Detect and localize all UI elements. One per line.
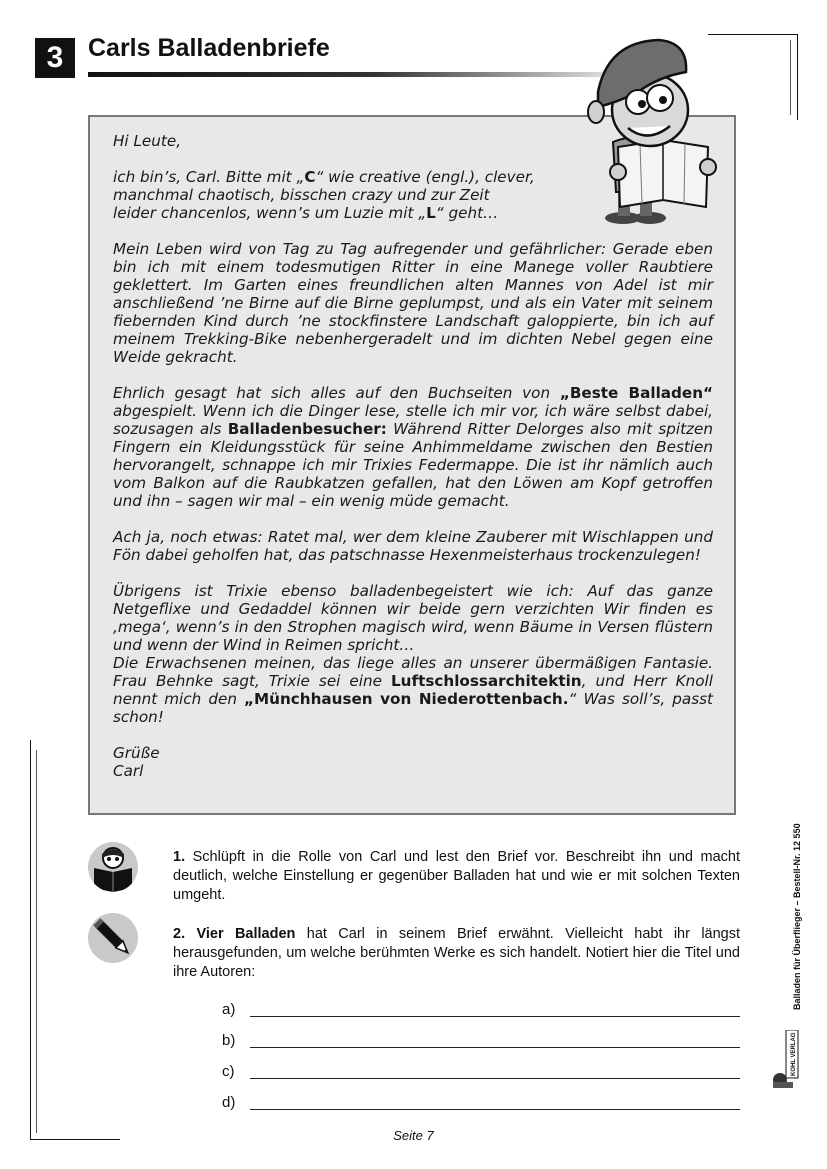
answer-label-a: a) <box>222 1001 236 1018</box>
frame-line-left-inner <box>36 750 37 1133</box>
letter-text <box>113 132 713 780</box>
answer-line-a[interactable] <box>250 1016 740 1017</box>
letter-paragraph-1: Mein Leben wird von Tag zu Tag aufregender und gefährlicher: Gerade eben bin ich mit einem todesmutigen Ritter in eine Manege voller Raubtiere geklettert. Im Garten eines freundlichen alten Mannes von Adel ist mir anschließend ’ne Birne auf die Birne geplumpst, und als ein Vater mit seinem fiebernden Kind durch ’ne stockfinstere Landschaft galoppierte, bin ich auf meinem Trekking-Bike nebenhergeradelt und im dichten Nebel gegen eine Weide gekracht. <box>113 240 713 366</box>
letter-paragraph-5: Die Erwachsenen meinen, das liege alles an unserer übermäßigen Fantasie. Frau Behnke sagt, Trixie sei eine Luftschlossarchitektin, und Herr Knoll nennt mich den „Münchhausen von Niederottenbach.“ Was soll’s, passt schon! <box>113 654 713 726</box>
answer-label-c: c) <box>222 1063 235 1080</box>
frame-line-top-right-inner <box>790 40 791 115</box>
task-2: 2. Vier Balladen hat Carl in seinem Brief erwähnt. Vielleicht habt ihr längst herausgefunden, um welche berühmten Werke es sich handelt. Notiert hier die Titel und ihre Autoren: <box>173 926 741 980</box>
page-title: Carls Balladenbriefe <box>88 34 330 62</box>
frame-line-top-right <box>797 34 798 120</box>
task-1: 1. Schlüpft in die Rolle von Carl und lest den Brief vor. Beschreibt ihn und macht deutlich, welche Einstellung er gegenüber Balladen hat und wie er mit solchen Texten umgeht. <box>173 849 740 903</box>
letter-paragraph-4: Übrigens ist Trixie ebenso balladenbegeistert wie ich: Auf das ganze Netgeflixe und Gedaddel können wir beide gern verzichten Wir finden es ‚mega‘, wenn’s in den Strophen magisch wird, wenn Bäume in Versen flüstern und wenn der Wind in Reimen spricht… <box>113 582 713 654</box>
frame-line-left <box>30 740 31 1140</box>
side-imprint: Balladen für Überflieger – Bestell-Nr. 12 550 <box>792 823 802 1010</box>
reading-child-icon <box>88 842 138 892</box>
publisher-logo <box>770 1030 800 1090</box>
letter-signature: Carl <box>113 762 144 780</box>
answer-line-d[interactable] <box>250 1109 740 1110</box>
section-number: 3 <box>46 41 64 74</box>
answer-label-b: b) <box>222 1032 236 1049</box>
letter-greeting: Hi Leute, <box>113 132 182 150</box>
answer-line-c[interactable] <box>250 1078 740 1079</box>
pencil-icon <box>88 913 138 963</box>
letter-closing: Grüße <box>113 744 160 762</box>
letter-paragraph-2: Ehrlich gesagt hat sich alles auf den Buchseiten von „Beste Balladen“ abgespielt. Wenn ich die Dinger lese, stelle ich mir vor, ich wäre selbst dabei, sozusagen als Balladenbesucher: Während Ritter Delorges also mit spitzen Fingern ein Kleidungsstück für seine Anhimmeldame zwischen den Bestien hervorangelt, schnappe ich mir Trixies Federmappe. Die ist ihr nämlich auch vom Balkon auf die Raubkatzen gefallen, hat den Löwen am Kopf getroffen und ihn – sagen wir mal – ein wenig müde gemacht. <box>113 384 714 510</box>
frame-line-top <box>708 34 798 35</box>
answer-line-b[interactable] <box>250 1047 740 1048</box>
title-underline <box>88 72 608 77</box>
page-number: Seite 7 <box>393 1128 434 1143</box>
section-number-badge <box>35 38 75 78</box>
answer-label-d: d) <box>222 1094 236 1111</box>
svg-text:KOHL VERLAG: KOHL VERLAG <box>791 1032 797 1076</box>
letter-paragraph-3: Ach ja, noch etwas: Ratet mal, wer dem kleine Zauberer mit Wischlappen und Fön dabei geholfen hat, das patschnasse Hexenmeisterhaus trockenzulegen! <box>113 528 713 564</box>
letter-intro: ich bin’s, Carl. Bitte mit „C“ wie creative (engl.), clever, manchmal chaotisch, bisschen crazy und zur Zeit leider chancenlos, wenn’s um Luzie mit „L“ geht… <box>113 168 535 222</box>
